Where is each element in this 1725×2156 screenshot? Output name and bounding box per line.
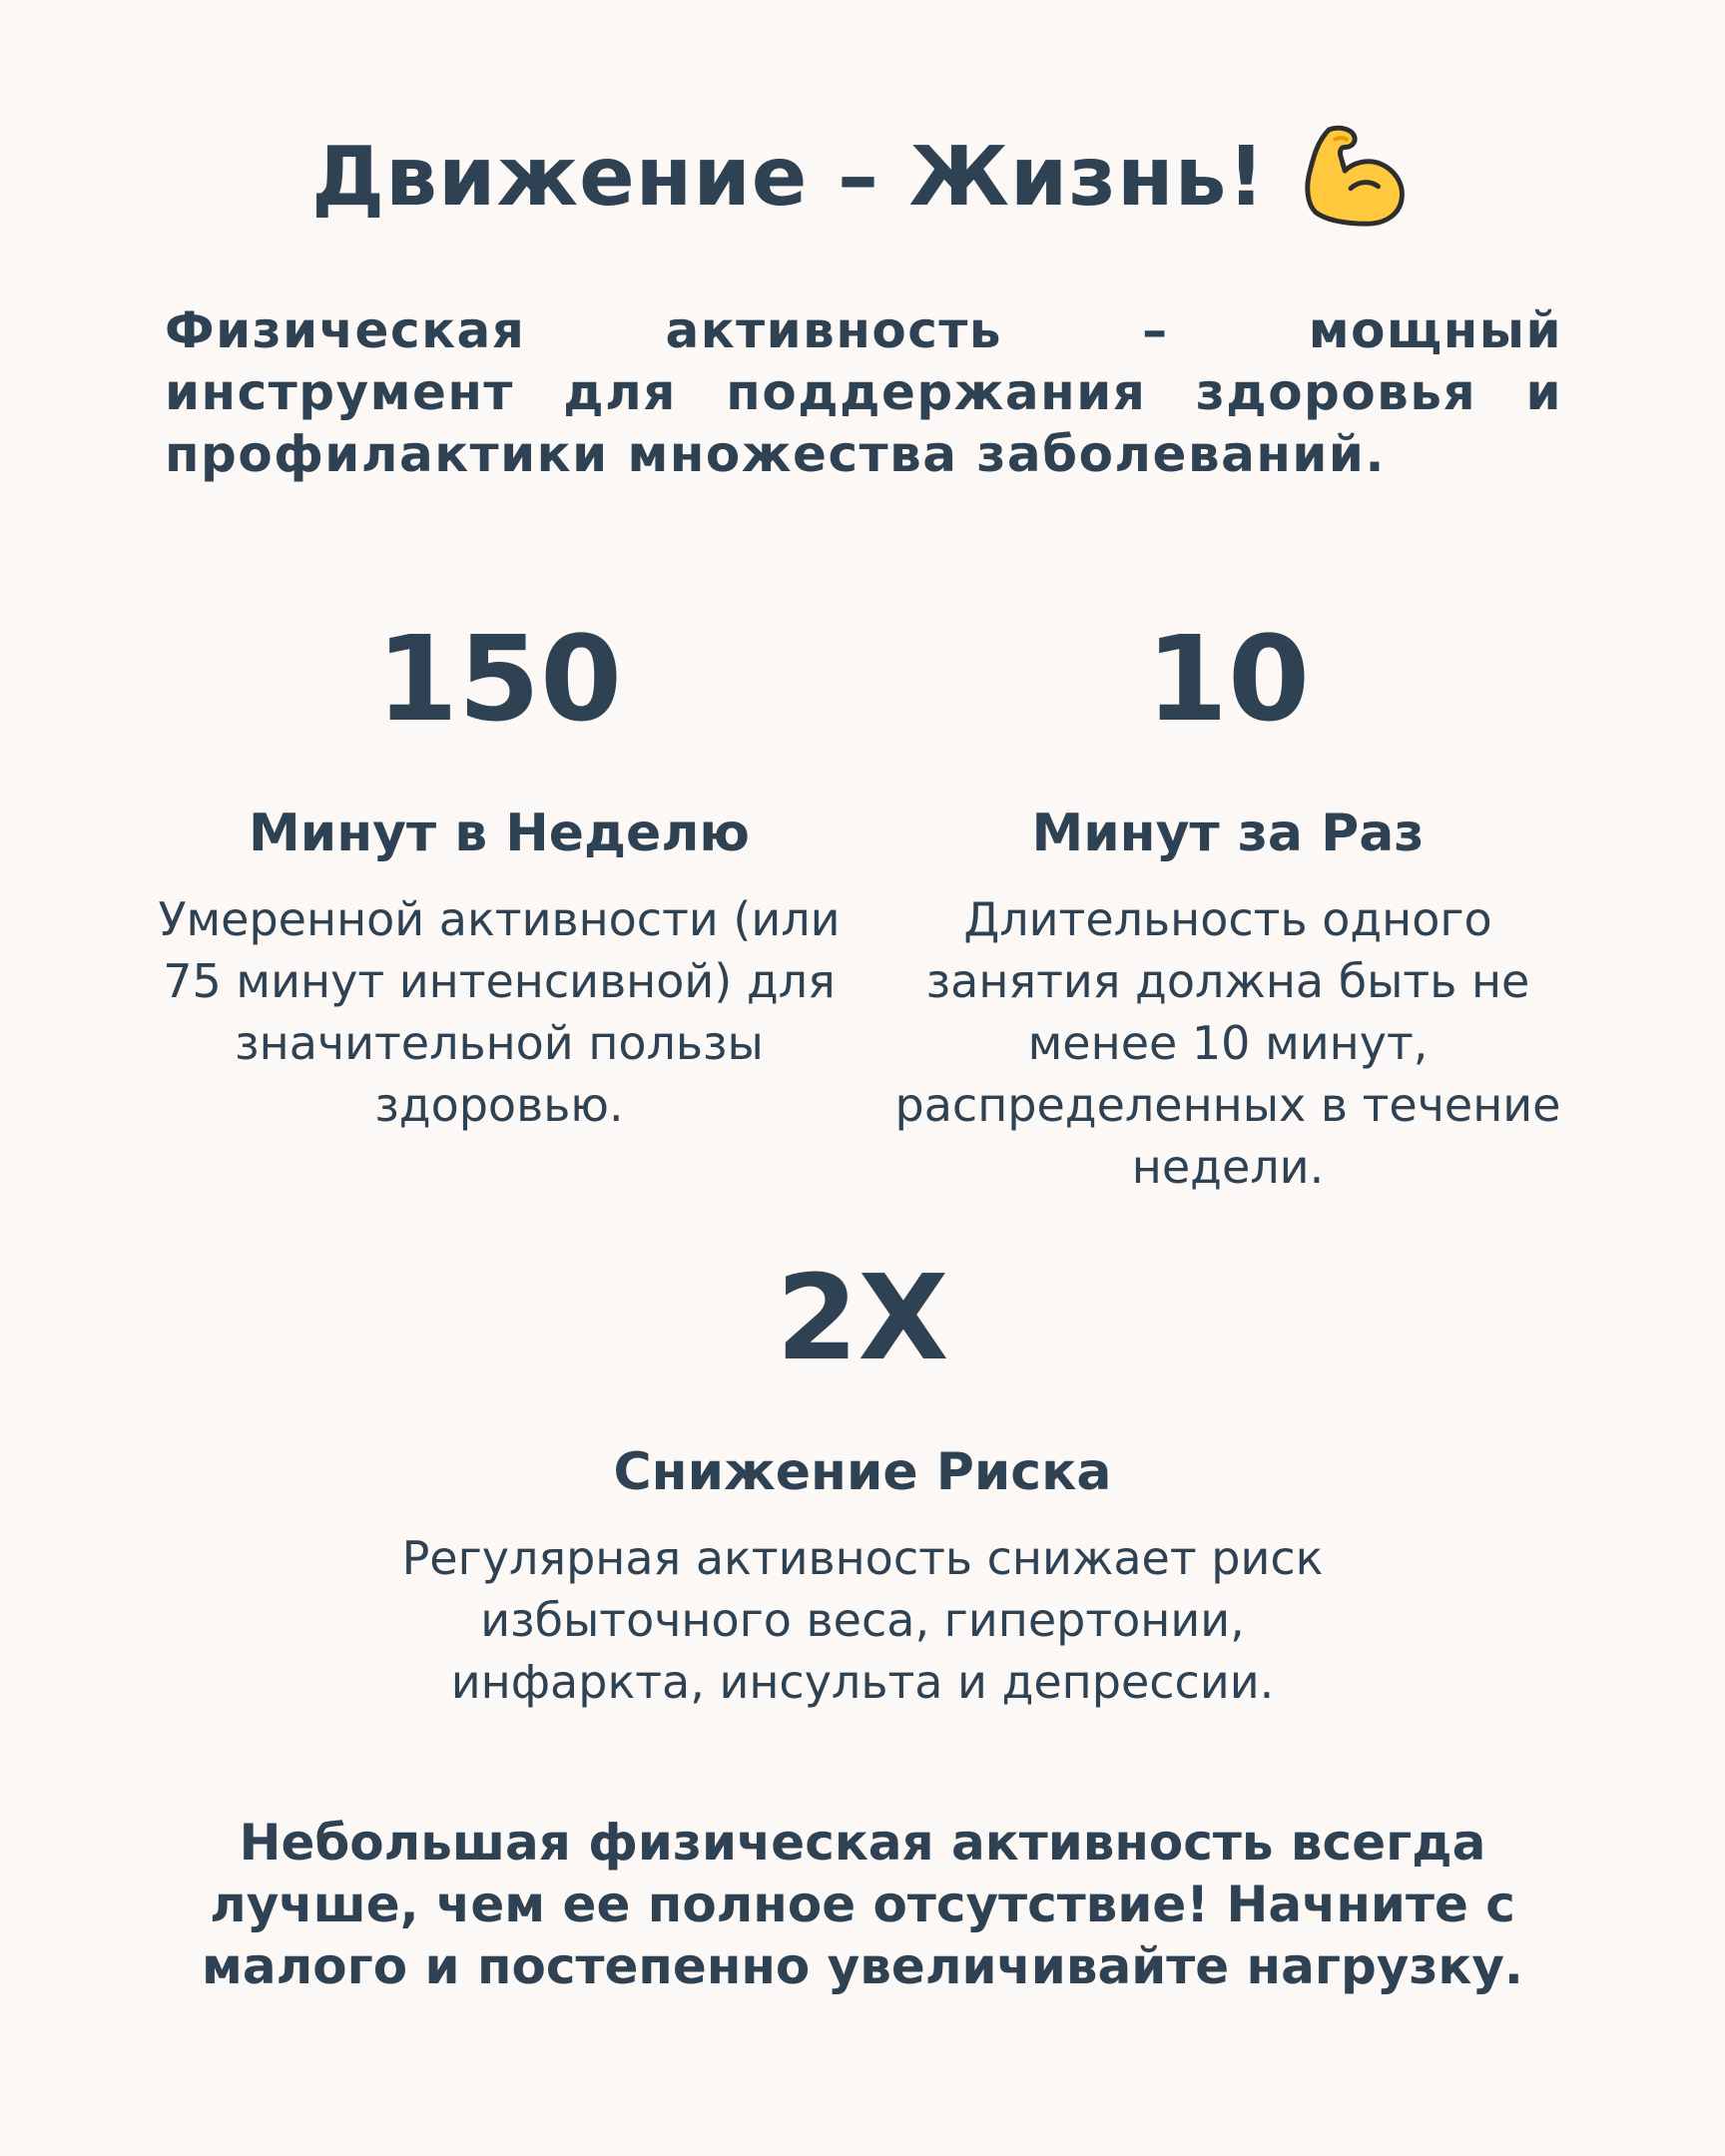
page-title: Движение – Жизнь! [311, 129, 1266, 225]
closing-message: Небольшая физическая активность всегда лучше, чем ее полное отсутствие! Начните с малого и постепенно увеличивайте нагрузку. [202, 1814, 1523, 1995]
stat-heading: Минут в Неделю [249, 804, 750, 863]
flexed-biceps-icon [1296, 118, 1414, 236]
stat-session-minutes [878, 609, 1577, 1198]
title-row [0, 118, 1725, 236]
stat-number: 2X [776, 1249, 949, 1386]
stat-heading: Минут за Раз [1031, 804, 1425, 863]
stat-description: Длительность одного занятия должна быть не менее 10 минут, распределенных в течение недели. [894, 892, 1561, 1194]
stat-number: 150 [375, 610, 623, 748]
stat-heading: Снижение Риска [613, 1442, 1112, 1502]
intro-text: Физическая активность – мощный инструмент для поддержания здоровья и профилактики множества заболеваний. [165, 301, 1562, 483]
stat-description: Умеренной активности (или 75 минут интенсивной) для значительной пользы здоровью. [158, 892, 841, 1132]
stat-number: 10 [1145, 610, 1311, 748]
stat-description: Регулярная активность снижает риск избыточного веса, гипертонии, инфаркта, инсульта и депрессии. [401, 1531, 1324, 1709]
stat-risk-reduction [363, 1248, 1362, 1713]
stat-weekly-minutes [140, 609, 859, 1136]
